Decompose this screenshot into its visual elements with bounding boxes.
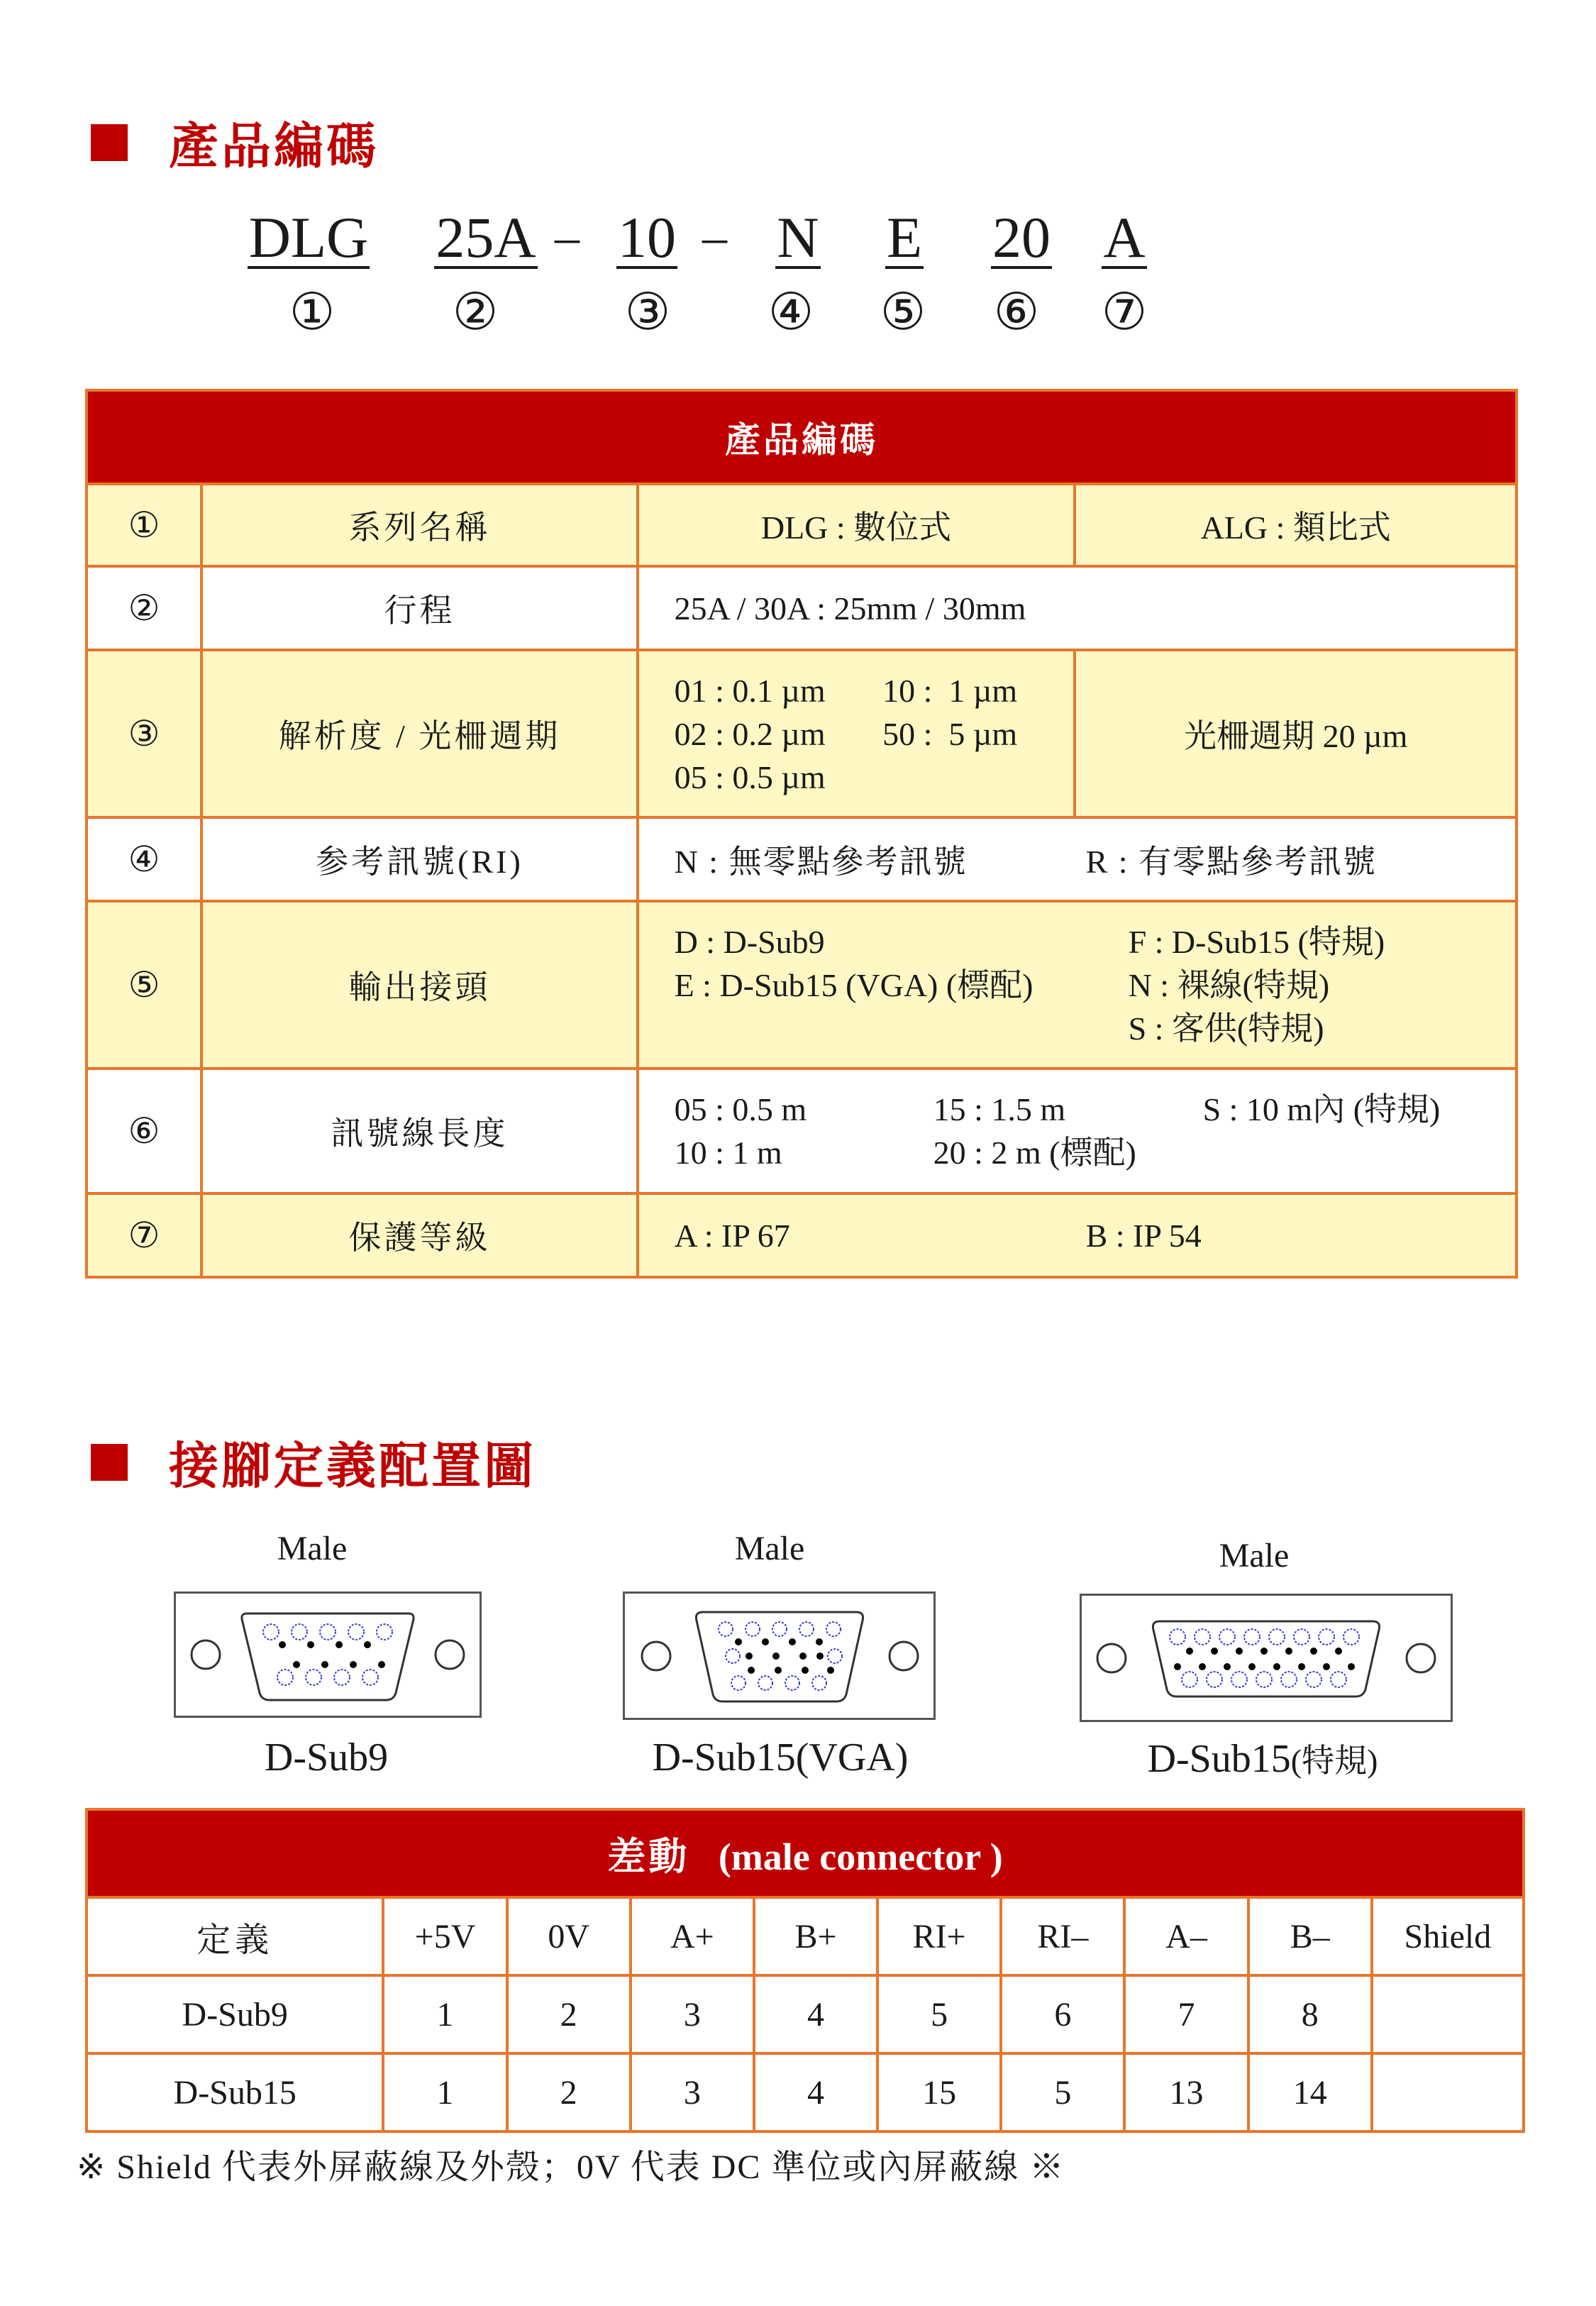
row-index: ③ xyxy=(87,650,201,817)
value-line: S : 客供(特規) xyxy=(1128,1010,1324,1047)
connector-name: D-Sub15(VGA) xyxy=(652,1736,909,1780)
value-line: F : D-Sub15 (特規) xyxy=(1128,923,1385,960)
column-header: RI+ xyxy=(877,1897,1001,1975)
section-heading-product-code xyxy=(91,106,379,178)
code-number: ④ xyxy=(767,284,814,341)
dsub9-connector-icon xyxy=(176,1594,480,1716)
code-dash: – xyxy=(702,210,727,265)
footnote: ※ Shield 代表外屏蔽線及外殼；0V 代表 DC 準位或內屏蔽線 ※ xyxy=(77,2148,1065,2186)
code-number: ③ xyxy=(624,284,671,341)
table-cell xyxy=(1372,1975,1524,2053)
value-line: 15 : 1.5 m xyxy=(933,1091,1066,1127)
table-cell: 1 xyxy=(383,1975,506,2053)
value-line: D : D-Sub9 xyxy=(674,923,825,960)
connector-name-wrap xyxy=(1107,1735,1419,1782)
value-line: E : D-Sub15 (VGA) (標配) xyxy=(674,966,1033,1003)
code-number: ① xyxy=(289,284,336,341)
row-index: ⑥ xyxy=(87,1069,201,1193)
section-bullet-icon xyxy=(91,1444,128,1481)
table-header xyxy=(87,1809,1524,1897)
table-cell xyxy=(1372,2053,1524,2131)
connector-name: D-Sub9 xyxy=(264,1736,389,1780)
code-part-7: A xyxy=(1103,205,1146,270)
row-index: ① xyxy=(87,484,201,566)
table-row xyxy=(87,484,1517,566)
code-part-6: 20 xyxy=(992,205,1051,270)
table-row xyxy=(87,2053,1524,2131)
row-index: ④ xyxy=(87,817,201,901)
table-cell: 7 xyxy=(1124,1975,1248,2053)
dsub15-vga-connector-icon xyxy=(625,1594,933,1718)
row-value xyxy=(638,1193,1517,1277)
code-number: ② xyxy=(452,284,499,341)
code-number: ⑦ xyxy=(1101,284,1148,341)
column-header: A– xyxy=(1124,1897,1248,1975)
table-row xyxy=(87,901,1517,1069)
value-a: A : IP 67 xyxy=(674,1217,790,1254)
table-row xyxy=(87,1069,1517,1193)
code-part-2: 25A xyxy=(436,205,536,270)
row-value: ALG : 類比式 xyxy=(1075,484,1517,566)
section-title: 接腳定義配置圖 xyxy=(169,1437,536,1495)
table-cell: 4 xyxy=(754,2053,877,2131)
table-cell: 2 xyxy=(507,1975,631,2053)
code-dash: – xyxy=(555,210,580,265)
table-cell: 14 xyxy=(1248,2053,1372,2131)
dsub15-special-diagram xyxy=(1080,1594,1453,1722)
header-cn: 差動 xyxy=(607,1833,690,1879)
dsub15-special-connector-icon xyxy=(1082,1596,1451,1720)
table-row xyxy=(87,650,1517,817)
row-label: 行程 xyxy=(201,566,637,650)
row-index: ⑤ xyxy=(87,901,201,1069)
code-part-3: 10 xyxy=(618,205,676,270)
table-cell: D-Sub15 xyxy=(87,2053,383,2131)
column-header: Shield xyxy=(1372,1897,1524,1975)
row-label: 訊號線長度 xyxy=(201,1069,637,1193)
row-value xyxy=(638,817,1517,901)
table-cell: D-Sub9 xyxy=(87,1975,383,2053)
table-row xyxy=(87,1193,1517,1277)
column-header: A+ xyxy=(631,1897,754,1975)
table-row xyxy=(87,566,1517,650)
value-line: N : 裸線(特規) xyxy=(1128,966,1330,1003)
column-header: RI– xyxy=(1001,1897,1124,1975)
row-label: 解析度 / 光柵週期 xyxy=(201,650,637,817)
value-line: S : 10 m內 (特規) xyxy=(1202,1091,1441,1127)
section-title: 產品編碼 xyxy=(169,117,379,175)
value-line: 10 : 1 m xyxy=(674,1135,782,1171)
value-line: 05 : 0.5 m xyxy=(674,1091,807,1127)
header-en: (male connector ) xyxy=(718,1835,1003,1878)
row-label: 参考訊號(RI) xyxy=(201,817,637,901)
connector-name: D-Sub15 xyxy=(1147,1737,1291,1781)
connector-gender: Male xyxy=(734,1530,805,1567)
column-header: +5V xyxy=(383,1897,506,1975)
column-header: B– xyxy=(1248,1897,1372,1975)
table-cell: 6 xyxy=(1001,1975,1124,2053)
table-cell: 3 xyxy=(631,2053,754,2131)
table-cell: 1 xyxy=(383,2053,506,2131)
table-cell: 5 xyxy=(1001,2053,1124,2131)
pin-definition-table xyxy=(85,1808,1525,2133)
row-label: 系列名稱 xyxy=(201,484,637,566)
table-cell: 4 xyxy=(754,1975,877,2053)
table-row xyxy=(87,1975,1524,2053)
table-cell: 3 xyxy=(631,1975,754,2053)
table-cell: 8 xyxy=(1248,1975,1372,2053)
row-index: ② xyxy=(87,566,201,650)
table-cell: 2 xyxy=(507,2053,631,2131)
value-line: 05 : 0.5 µm xyxy=(674,758,826,795)
table-header: 產品編碼 xyxy=(87,390,1517,484)
code-part-1: DLG xyxy=(248,205,369,270)
code-number: ⑥ xyxy=(993,284,1040,341)
connector-name-suffix: (特規) xyxy=(1290,1743,1378,1779)
value-a: N : 無零點參考訊號 xyxy=(674,844,968,880)
row-value-list xyxy=(638,901,1517,1069)
code-number: ⑤ xyxy=(880,284,926,341)
value-line: 20 : 2 m (標配) xyxy=(933,1135,1136,1171)
table-cell: 5 xyxy=(877,1975,1001,2053)
row-label: 保護等級 xyxy=(201,1193,637,1277)
column-header: 0V xyxy=(507,1897,631,1975)
dsub15-vga-diagram xyxy=(623,1591,936,1720)
column-header-row xyxy=(87,1897,1524,1975)
value-b: B : IP 54 xyxy=(1085,1217,1202,1254)
column-header: B+ xyxy=(754,1897,877,1975)
table-cell: 13 xyxy=(1124,2053,1248,2131)
row-value-list xyxy=(638,1069,1517,1193)
table-row xyxy=(87,817,1517,901)
row-value-list xyxy=(638,650,1075,817)
product-code-table xyxy=(85,389,1518,1279)
value-line: 01 : 0.1 µm 10 : 1 µm xyxy=(674,672,1018,709)
row-label: 輸出接頭 xyxy=(201,901,637,1069)
dsub9-diagram xyxy=(174,1591,482,1718)
connector-gender: Male xyxy=(277,1530,348,1567)
code-part-4: N xyxy=(777,205,819,270)
row-value: DLG : 數位式 xyxy=(638,484,1075,566)
value-b: R : 有零點參考訊號 xyxy=(1085,844,1378,880)
section-bullet-icon xyxy=(91,124,128,161)
connector-gender: Male xyxy=(1219,1537,1290,1574)
table-cell: 15 xyxy=(877,2053,1001,2131)
row-value: 25A / 30A : 25mm / 30mm xyxy=(638,566,1517,650)
code-part-5: E xyxy=(886,205,923,270)
row-index: ⑦ xyxy=(87,1193,201,1277)
section-heading-pinout xyxy=(91,1426,536,1498)
value-line: 02 : 0.2 µm 50 : 5 µm xyxy=(674,715,1018,752)
column-header: 定義 xyxy=(87,1897,383,1975)
row-value: 光柵週期 20 µm xyxy=(1075,650,1517,817)
